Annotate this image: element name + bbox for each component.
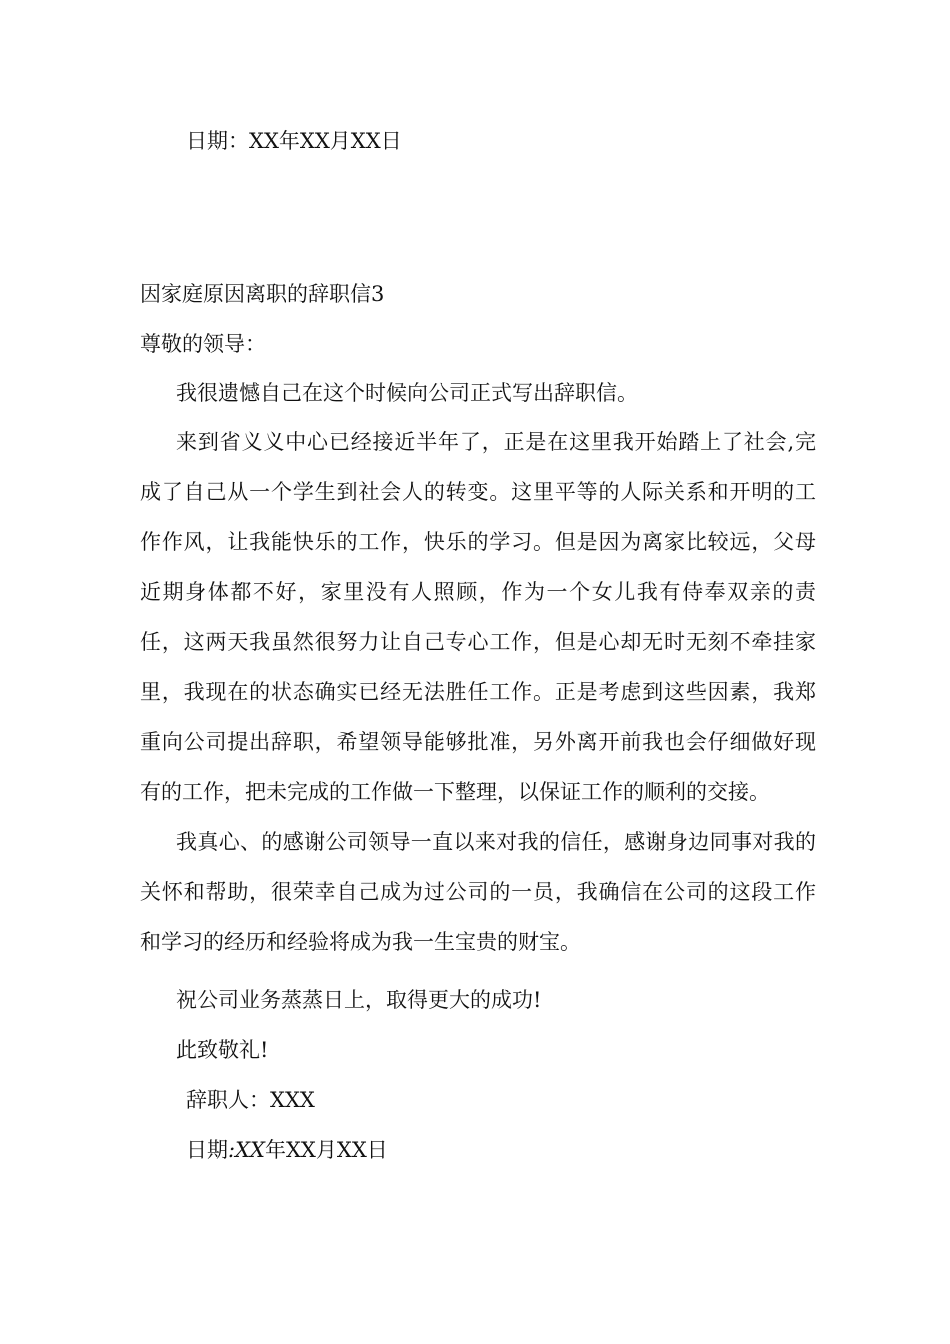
wish-line: 祝公司业务蒸蒸日上，取得更大的成功! <box>176 988 542 1012</box>
letter-title: 因家庭原因离职的辞职信3 <box>140 282 385 306</box>
date-italic-part: :XX <box>228 1138 265 1162</box>
paragraph-3-line: 和学习的经历和经验将成为我一生宝贵的财宝。 <box>140 930 581 954</box>
paragraph-2-line: 有的工作，把未完成的工作做一下整理，以保证工作的顺利的交接。 <box>140 780 770 804</box>
paragraph-3-line: 关怀和帮助，很荣幸自己成为过公司的一员，我确信在公司的这段工作 <box>140 880 816 904</box>
top-date: 日期：XX年XX月XX日 <box>186 129 402 153</box>
signature-date <box>186 1136 388 1164</box>
paragraph-2-line: 来到省义义中心已经接近半年了，正是在这里我开始踏上了社会,完 <box>176 430 816 454</box>
date-suffix: 年XX月XX日 <box>264 1138 388 1162</box>
paragraph-2-line: 作作风，让我能快乐的工作，快乐的学习。但是因为离家比较远，父母 <box>140 530 816 554</box>
date-prefix: 日期 <box>186 1138 228 1162</box>
paragraph-2-line: 重向公司提出辞职，希望领导能够批准，另外离开前我也会仔细做好现 <box>140 730 816 754</box>
closing-line: 此致敬礼! <box>176 1038 269 1062</box>
paragraph-2-line: 成了自己从一个学生到社会人的转变。这里平等的人际关系和开明的工 <box>140 480 816 504</box>
paragraph-2-line: 任，这两天我虽然很努力让自己专心工作，但是心却无时无刻不牵挂家 <box>140 630 816 654</box>
paragraph-2-line: 里，我现在的状态确实已经无法胜任工作。正是考虑到这些因素，我郑 <box>140 680 816 704</box>
paragraph-2-line: 近期身体都不好，家里没有人照顾，作为一个女儿我有侍奉双亲的责 <box>140 580 816 604</box>
salutation: 尊敬的领导： <box>140 332 266 356</box>
paragraph-3-line: 我真心、的感谢公司领导一直以来对我的信任，感谢身边同事对我的 <box>176 830 816 854</box>
paragraph-1: 我很遗憾自己在这个时候向公司正式写出辞职信。 <box>176 381 638 405</box>
signer-line: 辞职人：XXX <box>186 1088 315 1112</box>
